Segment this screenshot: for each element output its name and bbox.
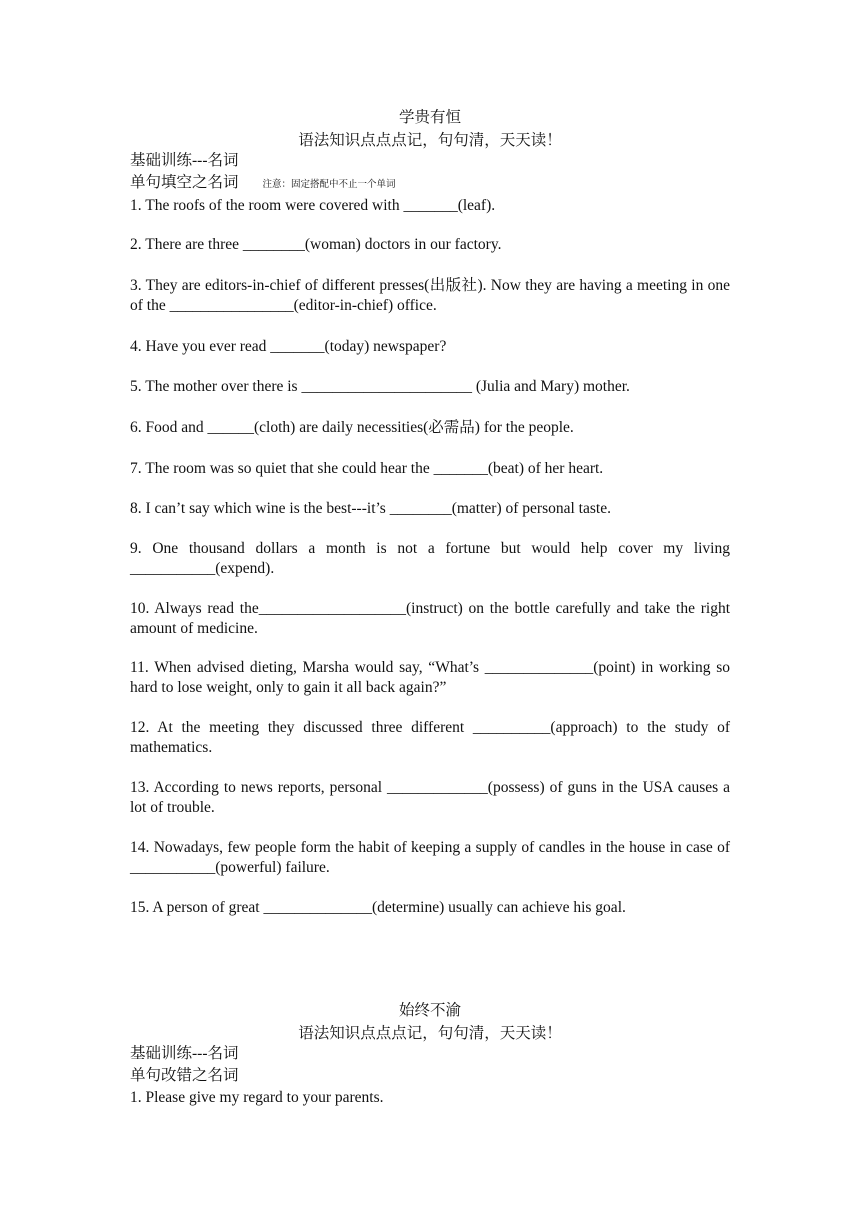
section2-subheading: 单句改错之名词 xyxy=(130,1067,239,1084)
correction-1: 1. Please give my regard to your parents. xyxy=(130,1089,384,1106)
section1-subheading-row xyxy=(130,173,730,195)
section2-heading: 基础训练---名词 xyxy=(130,1045,239,1062)
question-12: 12. At the meeting they discussed three different __________(approach) to the study of mathematics. xyxy=(130,719,730,756)
section1-note: 注意：固定搭配中不止一个单词 xyxy=(262,180,396,190)
question-10: 10. Always read the___________________(instruct) on the bottle carefully and take the right amount of medicine. xyxy=(130,600,730,637)
question-6: 6. Food and ______(cloth) are daily necessities(必需品) for the people. xyxy=(130,419,574,436)
question-9: 9. One thousand dollars a month is not a fortune but would help cover my living ___________(expend). xyxy=(130,540,730,577)
section1-title: 学贵有恒 xyxy=(398,109,461,126)
question-3: 3. They are editors-in-chief of different presses(出版社). Now they are having a meeting in one of the ________________(editor-in-chief) office. xyxy=(130,277,730,314)
question-14: 14. Nowadays, few people form the habit of keeping a supply of candles in the house in case of ___________(powerful) failure. xyxy=(130,839,730,876)
question-8: 8. I can’t say which wine is the best---it’s ________(matter) of personal taste. xyxy=(130,500,611,517)
section2-subtitle: 语法知识点点点记，句句清，天天读！ xyxy=(298,1025,562,1042)
question-2: 2. There are three ________(woman) doctors in our factory. xyxy=(130,236,502,253)
question-15: 15. A person of great ______________(determine) usually can achieve his goal. xyxy=(130,899,626,916)
section2-title: 始终不渝 xyxy=(398,1002,461,1019)
section1-subheading: 单句填空之名词 xyxy=(130,174,239,191)
section1-heading: 基础训练---名词 xyxy=(130,152,239,169)
question-5: 5. The mother over there is ______________________ (Julia and Mary) mother. xyxy=(130,378,630,395)
section1-subtitle: 语法知识点点点记，句句清，天天读！ xyxy=(298,132,562,149)
question-11: 11. When advised dieting, Marsha would say, “What’s ______________(point) in working so hard to lose weight, only to gain it all back again?” xyxy=(130,659,730,696)
question-1: 1. The roofs of the room were covered with _______(leaf). xyxy=(130,197,496,214)
question-13: 13. According to news reports, personal _____________(possess) of guns in the USA causes a lot of trouble. xyxy=(130,779,730,816)
question-7: 7. The room was so quiet that she could hear the _______(beat) of her heart. xyxy=(130,460,604,477)
question-4: 4. Have you ever read _______(today) newspaper? xyxy=(130,338,447,355)
